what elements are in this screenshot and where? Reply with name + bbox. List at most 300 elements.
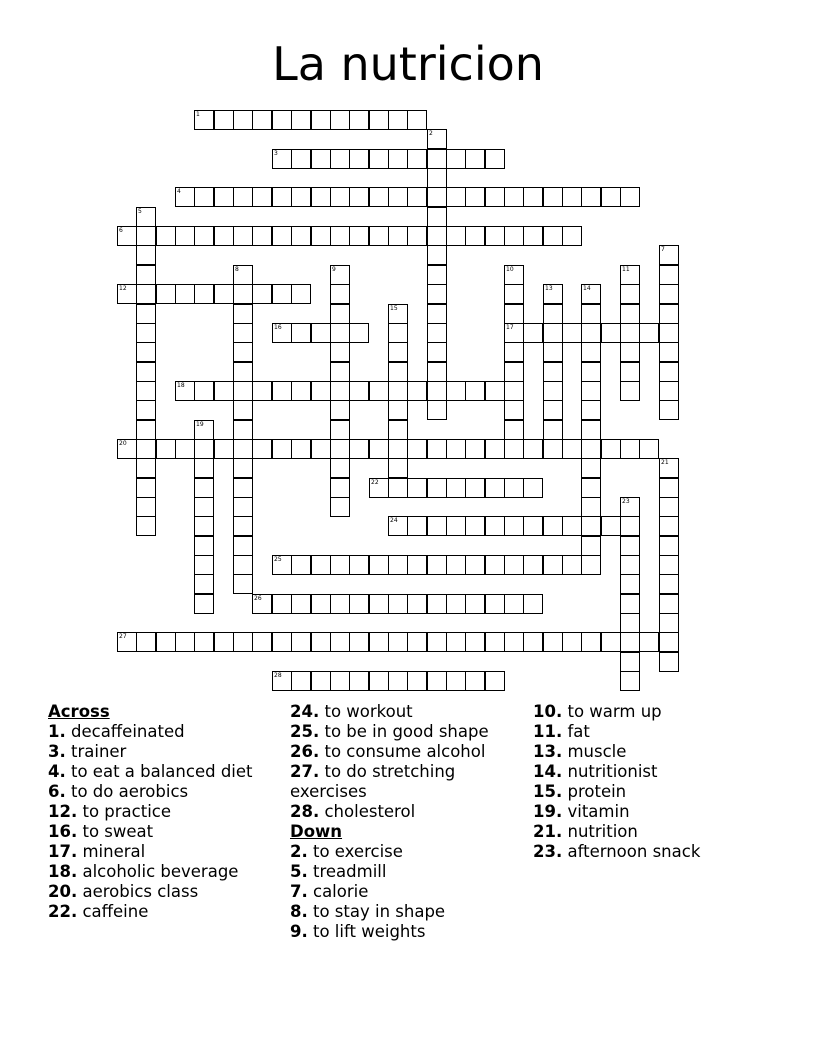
grid-cell[interactable] [581, 555, 601, 575]
grid-cell[interactable] [562, 555, 582, 575]
grid-cell[interactable] [562, 323, 582, 343]
grid-cell[interactable] [194, 187, 214, 207]
grid-cell[interactable] [330, 226, 350, 246]
grid-cell[interactable] [620, 555, 640, 575]
grid-cell[interactable] [136, 362, 156, 382]
grid-cell[interactable] [388, 226, 408, 246]
grid-cell[interactable] [620, 439, 640, 459]
grid-cell[interactable] [233, 342, 253, 362]
grid-cell[interactable] [523, 439, 543, 459]
grid-cell[interactable] [136, 497, 156, 517]
grid-cell[interactable] [659, 400, 679, 420]
grid-cell[interactable] [465, 671, 485, 691]
grid-cell[interactable] [504, 478, 524, 498]
grid-cell[interactable] [427, 207, 447, 227]
grid-cell[interactable] [504, 323, 524, 343]
grid-cell[interactable] [504, 381, 524, 401]
grid-cell[interactable] [659, 323, 679, 343]
grid-cell[interactable] [330, 323, 350, 343]
grid-cell[interactable] [291, 110, 311, 130]
grid-cell[interactable] [369, 381, 389, 401]
grid-cell[interactable] [543, 342, 563, 362]
grid-cell[interactable] [194, 632, 214, 652]
grid-cell[interactable] [388, 110, 408, 130]
grid-cell[interactable] [388, 187, 408, 207]
grid-cell[interactable] [620, 362, 640, 382]
grid-cell[interactable] [523, 187, 543, 207]
grid-cell[interactable] [291, 632, 311, 652]
grid-cell[interactable] [523, 555, 543, 575]
grid-cell[interactable] [523, 516, 543, 536]
grid-cell[interactable] [659, 555, 679, 575]
grid-cell[interactable] [523, 594, 543, 614]
grid-cell[interactable] [175, 187, 195, 207]
grid-cell[interactable] [388, 671, 408, 691]
grid-cell[interactable] [504, 362, 524, 382]
grid-cell[interactable] [233, 284, 253, 304]
grid-cell[interactable] [194, 536, 214, 556]
grid-cell[interactable] [233, 265, 253, 285]
grid-cell[interactable] [136, 226, 156, 246]
grid-cell[interactable] [581, 284, 601, 304]
grid-cell[interactable] [659, 497, 679, 517]
grid-cell[interactable] [465, 632, 485, 652]
grid-cell[interactable] [659, 613, 679, 633]
grid-cell[interactable] [543, 226, 563, 246]
grid-cell[interactable] [620, 594, 640, 614]
grid-cell[interactable] [311, 226, 331, 246]
grid-cell[interactable] [465, 439, 485, 459]
grid-cell[interactable] [272, 323, 292, 343]
grid-cell[interactable] [214, 110, 234, 130]
grid-cell[interactable] [407, 226, 427, 246]
grid-cell[interactable] [330, 497, 350, 517]
grid-cell[interactable] [504, 226, 524, 246]
grid-cell[interactable] [330, 439, 350, 459]
grid-cell[interactable] [562, 632, 582, 652]
grid-cell[interactable] [272, 632, 292, 652]
grid-cell[interactable] [175, 381, 195, 401]
grid-cell[interactable] [349, 149, 369, 169]
grid-cell[interactable] [407, 149, 427, 169]
grid-cell[interactable] [272, 594, 292, 614]
grid-cell[interactable] [136, 400, 156, 420]
grid-cell[interactable] [639, 632, 659, 652]
grid-cell[interactable] [291, 226, 311, 246]
grid-cell[interactable] [543, 284, 563, 304]
grid-cell[interactable] [175, 284, 195, 304]
grid-cell[interactable] [252, 381, 272, 401]
grid-cell[interactable] [233, 226, 253, 246]
grid-cell[interactable] [252, 594, 272, 614]
grid-cell[interactable] [156, 226, 176, 246]
grid-cell[interactable] [562, 439, 582, 459]
grid-cell[interactable] [427, 671, 447, 691]
grid-cell[interactable] [330, 671, 350, 691]
grid-cell[interactable] [369, 187, 389, 207]
grid-cell[interactable] [427, 265, 447, 285]
grid-cell[interactable] [659, 342, 679, 362]
grid-cell[interactable] [388, 516, 408, 536]
grid-cell[interactable] [349, 381, 369, 401]
grid-cell[interactable] [233, 574, 253, 594]
grid-cell[interactable] [369, 149, 389, 169]
grid-cell[interactable] [117, 439, 137, 459]
grid-cell[interactable] [330, 362, 350, 382]
grid-cell[interactable] [311, 381, 331, 401]
grid-cell[interactable] [581, 439, 601, 459]
grid-cell[interactable] [291, 671, 311, 691]
grid-cell[interactable] [620, 671, 640, 691]
grid-cell[interactable] [620, 574, 640, 594]
grid-cell[interactable] [330, 594, 350, 614]
grid-cell[interactable] [543, 420, 563, 440]
grid-cell[interactable] [388, 478, 408, 498]
grid-cell[interactable] [543, 381, 563, 401]
grid-cell[interactable] [601, 187, 621, 207]
grid-cell[interactable] [427, 342, 447, 362]
grid-cell[interactable] [233, 478, 253, 498]
grid-cell[interactable] [620, 265, 640, 285]
grid-cell[interactable] [620, 536, 640, 556]
grid-cell[interactable] [194, 516, 214, 536]
grid-cell[interactable] [620, 516, 640, 536]
grid-cell[interactable] [446, 187, 466, 207]
grid-cell[interactable] [639, 439, 659, 459]
grid-cell[interactable] [349, 594, 369, 614]
grid-cell[interactable] [369, 226, 389, 246]
grid-cell[interactable] [407, 555, 427, 575]
grid-cell[interactable] [136, 265, 156, 285]
grid-cell[interactable] [581, 362, 601, 382]
grid-cell[interactable] [543, 362, 563, 382]
grid-cell[interactable] [388, 555, 408, 575]
grid-cell[interactable] [465, 516, 485, 536]
grid-cell[interactable] [214, 439, 234, 459]
grid-cell[interactable] [117, 284, 137, 304]
grid-cell[interactable] [485, 594, 505, 614]
grid-cell[interactable] [233, 458, 253, 478]
grid-cell[interactable] [233, 536, 253, 556]
grid-cell[interactable] [543, 187, 563, 207]
grid-cell[interactable] [446, 381, 466, 401]
grid-cell[interactable] [581, 420, 601, 440]
grid-cell[interactable] [330, 632, 350, 652]
grid-cell[interactable] [214, 226, 234, 246]
grid-cell[interactable] [388, 149, 408, 169]
grid-cell[interactable] [233, 439, 253, 459]
grid-cell[interactable] [252, 110, 272, 130]
grid-cell[interactable] [272, 671, 292, 691]
grid-cell[interactable] [369, 555, 389, 575]
grid-cell[interactable] [523, 478, 543, 498]
grid-cell[interactable] [427, 632, 447, 652]
grid-cell[interactable] [581, 516, 601, 536]
grid-cell[interactable] [659, 265, 679, 285]
grid-cell[interactable] [233, 516, 253, 536]
grid-cell[interactable] [543, 323, 563, 343]
grid-cell[interactable] [446, 671, 466, 691]
grid-cell[interactable] [136, 342, 156, 362]
grid-cell[interactable] [349, 323, 369, 343]
grid-cell[interactable] [291, 149, 311, 169]
grid-cell[interactable] [543, 555, 563, 575]
grid-cell[interactable] [291, 323, 311, 343]
grid-cell[interactable] [504, 420, 524, 440]
grid-cell[interactable] [485, 632, 505, 652]
grid-cell[interactable] [330, 187, 350, 207]
grid-cell[interactable] [659, 594, 679, 614]
grid-cell[interactable] [485, 439, 505, 459]
grid-cell[interactable] [349, 187, 369, 207]
grid-cell[interactable] [485, 149, 505, 169]
grid-cell[interactable] [330, 400, 350, 420]
grid-cell[interactable] [620, 381, 640, 401]
grid-cell[interactable] [272, 284, 292, 304]
grid-cell[interactable] [446, 439, 466, 459]
grid-cell[interactable] [504, 304, 524, 324]
grid-cell[interactable] [136, 478, 156, 498]
grid-cell[interactable] [194, 574, 214, 594]
grid-cell[interactable] [543, 439, 563, 459]
grid-cell[interactable] [407, 110, 427, 130]
grid-cell[interactable] [427, 168, 447, 188]
grid-cell[interactable] [330, 478, 350, 498]
grid-cell[interactable] [543, 400, 563, 420]
grid-cell[interactable] [233, 323, 253, 343]
grid-cell[interactable] [175, 226, 195, 246]
grid-cell[interactable] [581, 632, 601, 652]
grid-cell[interactable] [311, 323, 331, 343]
grid-cell[interactable] [311, 187, 331, 207]
grid-cell[interactable] [427, 323, 447, 343]
grid-cell[interactable] [291, 555, 311, 575]
grid-cell[interactable] [601, 516, 621, 536]
grid-cell[interactable] [562, 187, 582, 207]
grid-cell[interactable] [175, 632, 195, 652]
grid-cell[interactable] [233, 497, 253, 517]
grid-cell[interactable] [581, 536, 601, 556]
grid-cell[interactable] [504, 632, 524, 652]
grid-cell[interactable] [427, 284, 447, 304]
grid-cell[interactable] [388, 323, 408, 343]
grid-cell[interactable] [369, 632, 389, 652]
grid-cell[interactable] [214, 284, 234, 304]
grid-cell[interactable] [427, 439, 447, 459]
grid-cell[interactable] [659, 304, 679, 324]
grid-cell[interactable] [388, 304, 408, 324]
grid-cell[interactable] [465, 226, 485, 246]
grid-cell[interactable] [136, 381, 156, 401]
grid-cell[interactable] [485, 671, 505, 691]
grid-cell[interactable] [291, 439, 311, 459]
grid-cell[interactable] [523, 226, 543, 246]
grid-cell[interactable] [620, 342, 640, 362]
grid-cell[interactable] [504, 342, 524, 362]
grid-cell[interactable] [233, 555, 253, 575]
grid-cell[interactable] [194, 594, 214, 614]
grid-cell[interactable] [581, 497, 601, 517]
grid-cell[interactable] [330, 458, 350, 478]
grid-cell[interactable] [233, 420, 253, 440]
grid-cell[interactable] [136, 284, 156, 304]
grid-cell[interactable] [136, 458, 156, 478]
grid-cell[interactable] [427, 245, 447, 265]
grid-cell[interactable] [156, 632, 176, 652]
grid-cell[interactable] [233, 187, 253, 207]
grid-cell[interactable] [330, 304, 350, 324]
grid-cell[interactable] [659, 632, 679, 652]
grid-cell[interactable] [272, 555, 292, 575]
grid-cell[interactable] [233, 304, 253, 324]
grid-cell[interactable] [117, 632, 137, 652]
grid-cell[interactable] [407, 439, 427, 459]
grid-cell[interactable] [427, 594, 447, 614]
grid-cell[interactable] [369, 110, 389, 130]
grid-cell[interactable] [233, 110, 253, 130]
grid-cell[interactable] [388, 362, 408, 382]
grid-cell[interactable] [659, 574, 679, 594]
grid-cell[interactable] [581, 400, 601, 420]
grid-cell[interactable] [291, 381, 311, 401]
grid-cell[interactable] [620, 323, 640, 343]
grid-cell[interactable] [330, 265, 350, 285]
grid-cell[interactable] [194, 284, 214, 304]
grid-cell[interactable] [369, 671, 389, 691]
grid-cell[interactable] [427, 129, 447, 149]
grid-cell[interactable] [446, 594, 466, 614]
grid-cell[interactable] [504, 400, 524, 420]
grid-cell[interactable] [136, 439, 156, 459]
grid-cell[interactable] [427, 226, 447, 246]
grid-cell[interactable] [659, 381, 679, 401]
grid-cell[interactable] [581, 458, 601, 478]
grid-cell[interactable] [446, 226, 466, 246]
grid-cell[interactable] [252, 284, 272, 304]
grid-cell[interactable] [311, 110, 331, 130]
grid-cell[interactable] [485, 187, 505, 207]
grid-cell[interactable] [504, 187, 524, 207]
grid-cell[interactable] [214, 187, 234, 207]
grid-cell[interactable] [233, 362, 253, 382]
grid-cell[interactable] [233, 632, 253, 652]
grid-cell[interactable] [349, 110, 369, 130]
grid-cell[interactable] [349, 226, 369, 246]
grid-cell[interactable] [446, 632, 466, 652]
grid-cell[interactable] [659, 284, 679, 304]
grid-cell[interactable] [485, 226, 505, 246]
grid-cell[interactable] [465, 381, 485, 401]
grid-cell[interactable] [194, 420, 214, 440]
grid-cell[interactable] [330, 381, 350, 401]
grid-cell[interactable] [194, 555, 214, 575]
grid-cell[interactable] [543, 304, 563, 324]
grid-cell[interactable] [136, 420, 156, 440]
grid-cell[interactable] [427, 555, 447, 575]
grid-cell[interactable] [659, 245, 679, 265]
grid-cell[interactable] [659, 478, 679, 498]
grid-cell[interactable] [446, 149, 466, 169]
grid-cell[interactable] [407, 478, 427, 498]
grid-cell[interactable] [659, 536, 679, 556]
grid-cell[interactable] [659, 652, 679, 672]
grid-cell[interactable] [639, 323, 659, 343]
grid-cell[interactable] [543, 632, 563, 652]
grid-cell[interactable] [659, 458, 679, 478]
grid-cell[interactable] [465, 149, 485, 169]
grid-cell[interactable] [620, 187, 640, 207]
grid-cell[interactable] [117, 226, 137, 246]
grid-cell[interactable] [620, 497, 640, 517]
grid-cell[interactable] [504, 555, 524, 575]
grid-cell[interactable] [330, 342, 350, 362]
grid-cell[interactable] [504, 265, 524, 285]
grid-cell[interactable] [465, 555, 485, 575]
grid-cell[interactable] [233, 381, 253, 401]
grid-cell[interactable] [504, 439, 524, 459]
grid-cell[interactable] [620, 613, 640, 633]
grid-cell[interactable] [543, 516, 563, 536]
grid-cell[interactable] [330, 110, 350, 130]
grid-cell[interactable] [407, 516, 427, 536]
grid-cell[interactable] [601, 632, 621, 652]
grid-cell[interactable] [252, 187, 272, 207]
grid-cell[interactable] [349, 671, 369, 691]
grid-cell[interactable] [427, 187, 447, 207]
grid-cell[interactable] [446, 478, 466, 498]
grid-cell[interactable] [601, 323, 621, 343]
grid-cell[interactable] [485, 555, 505, 575]
grid-cell[interactable] [427, 478, 447, 498]
grid-cell[interactable] [388, 420, 408, 440]
grid-cell[interactable] [330, 149, 350, 169]
grid-cell[interactable] [214, 381, 234, 401]
grid-cell[interactable] [388, 632, 408, 652]
grid-cell[interactable] [136, 323, 156, 343]
grid-cell[interactable] [369, 478, 389, 498]
grid-cell[interactable] [659, 362, 679, 382]
grid-cell[interactable] [581, 304, 601, 324]
grid-cell[interactable] [272, 110, 292, 130]
grid-cell[interactable] [349, 439, 369, 459]
grid-cell[interactable] [427, 516, 447, 536]
grid-cell[interactable] [349, 632, 369, 652]
grid-cell[interactable] [407, 381, 427, 401]
grid-cell[interactable] [194, 478, 214, 498]
grid-cell[interactable] [272, 381, 292, 401]
grid-cell[interactable] [620, 284, 640, 304]
grid-cell[interactable] [581, 342, 601, 362]
grid-cell[interactable] [156, 439, 176, 459]
grid-cell[interactable] [369, 594, 389, 614]
grid-cell[interactable] [407, 187, 427, 207]
grid-cell[interactable] [233, 400, 253, 420]
grid-cell[interactable] [581, 323, 601, 343]
grid-cell[interactable] [446, 555, 466, 575]
grid-cell[interactable] [252, 226, 272, 246]
grid-cell[interactable] [485, 381, 505, 401]
grid-cell[interactable] [465, 187, 485, 207]
grid-cell[interactable] [504, 516, 524, 536]
grid-cell[interactable] [407, 594, 427, 614]
grid-cell[interactable] [291, 594, 311, 614]
grid-cell[interactable] [427, 304, 447, 324]
grid-cell[interactable] [465, 594, 485, 614]
grid-cell[interactable] [330, 555, 350, 575]
grid-cell[interactable] [465, 478, 485, 498]
grid-cell[interactable] [311, 555, 331, 575]
grid-cell[interactable] [485, 516, 505, 536]
